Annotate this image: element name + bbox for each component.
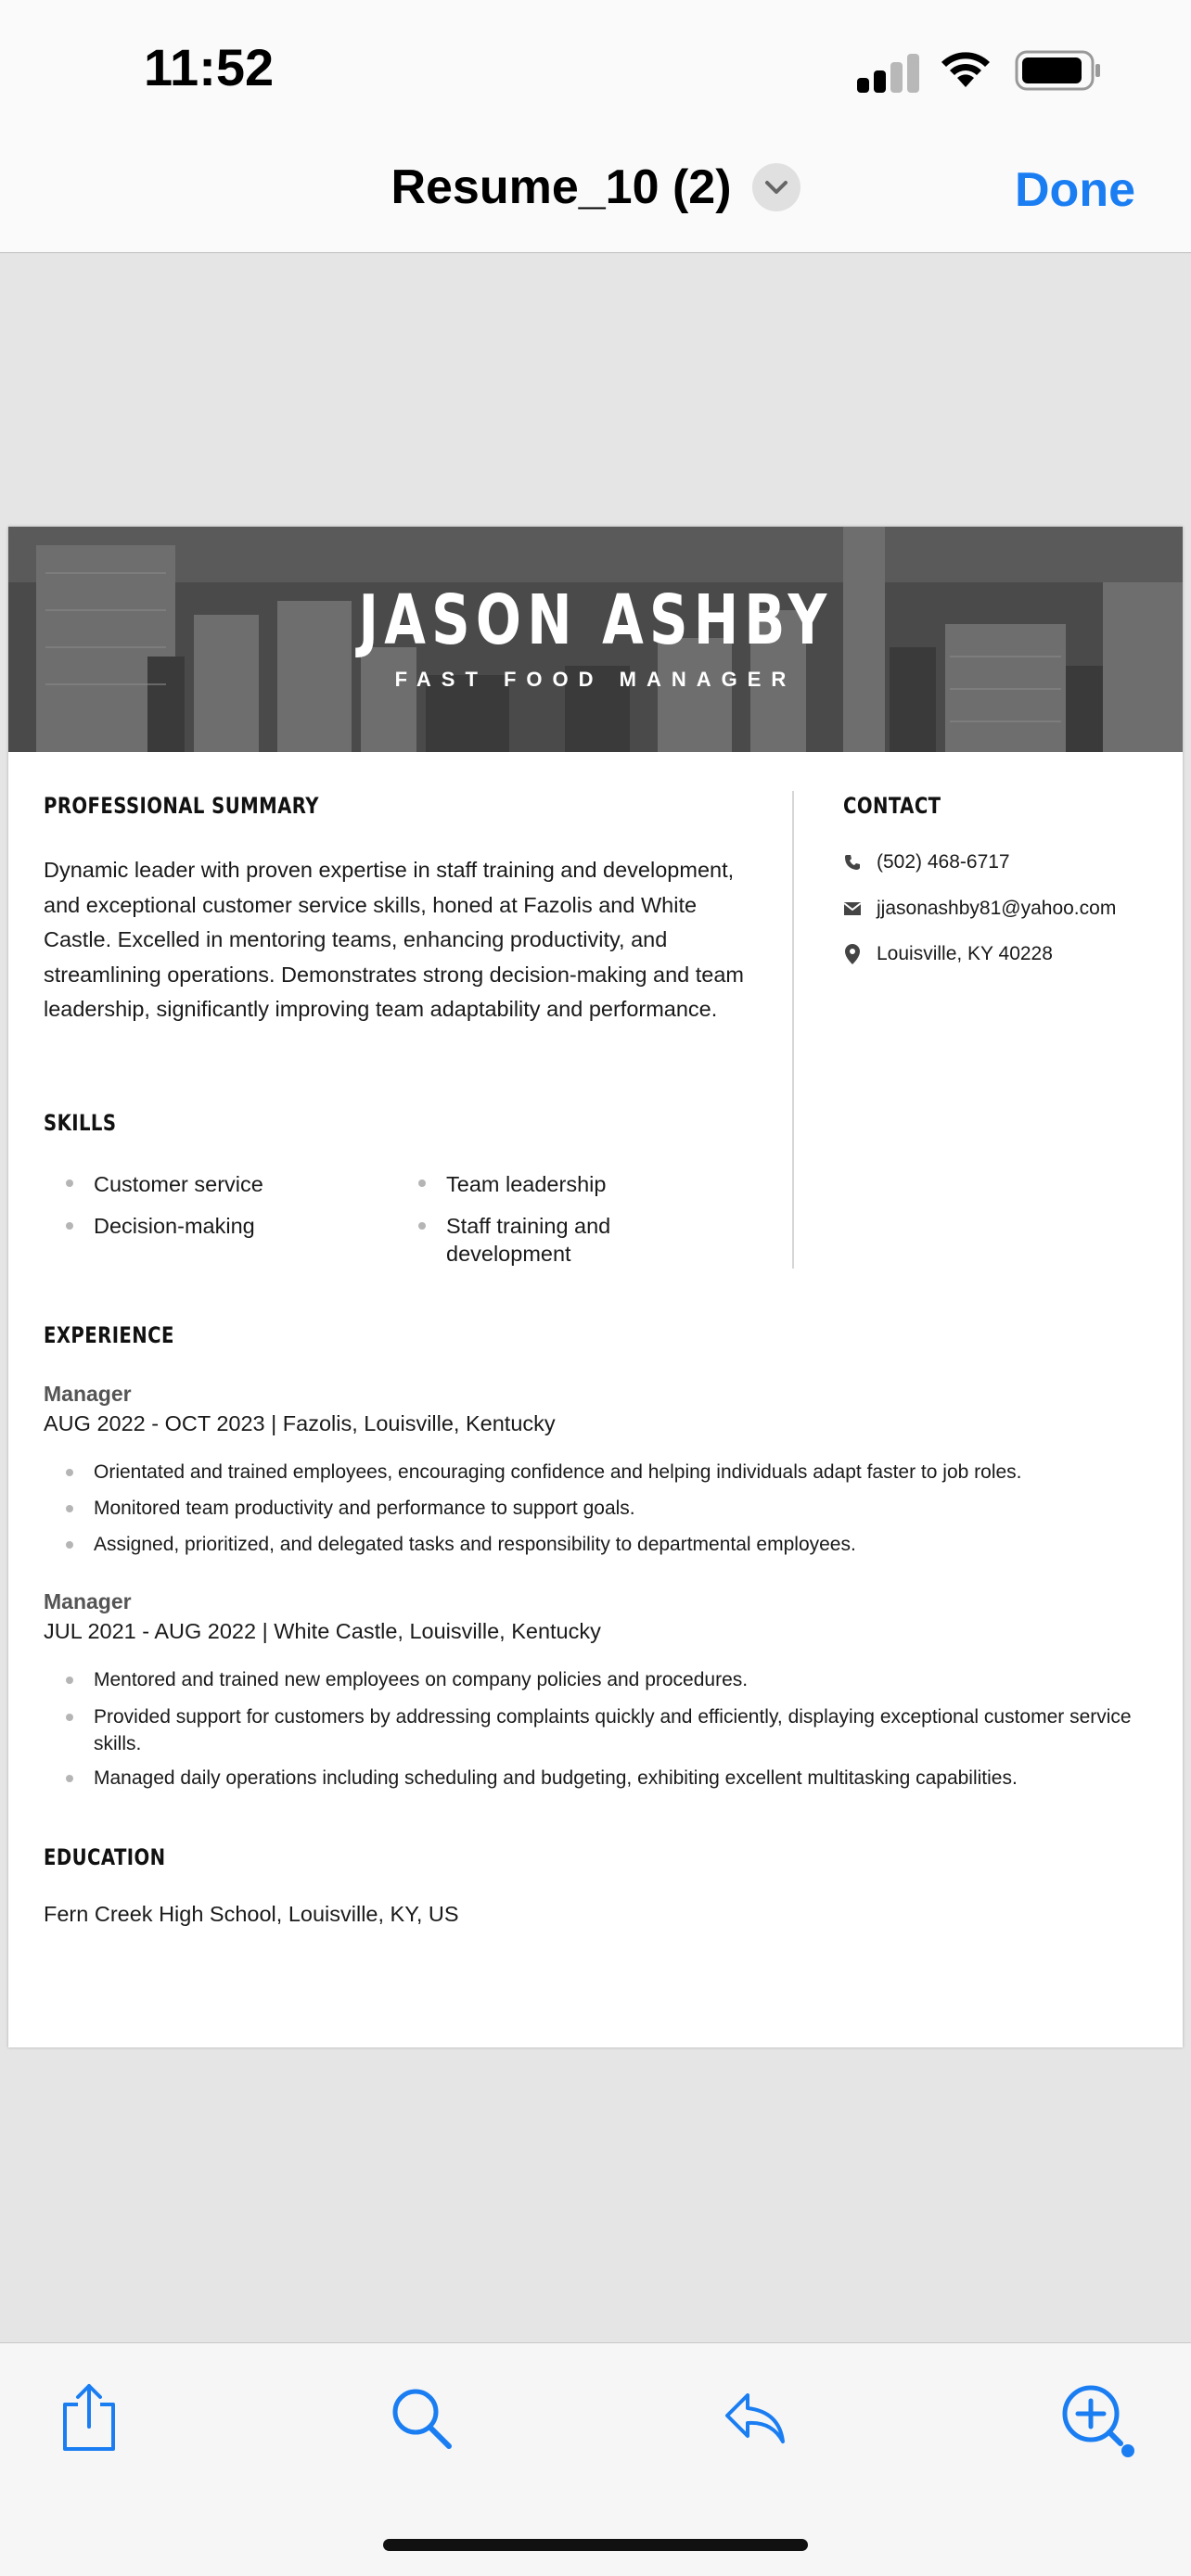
job-title: Manager [44, 1382, 132, 1406]
skill-item: Team leadership [446, 1172, 607, 1196]
document-title-text: Resume_10 (2) [391, 160, 732, 214]
home-indicator[interactable] [383, 2539, 808, 2551]
skill-item: Decision-making [94, 1214, 255, 1238]
bullet-dot [66, 1180, 73, 1187]
bullet-dot [418, 1222, 426, 1230]
location-pin-icon [843, 943, 862, 965]
contact-heading: CONTACT [843, 793, 941, 819]
chevron-down-icon[interactable] [752, 163, 800, 211]
skill-item: Staff training and development [446, 1214, 611, 1266]
job-meta: AUG 2022 - OCT 2023 | Fazolis, Louisville, Kentucky [44, 1411, 556, 1435]
contact-email-text: jjasonashby81@yahoo.com [877, 898, 1117, 919]
job-bullet: Mentored and trained new employees on company policies and procedures. [94, 1669, 749, 1690]
bullet-dot [66, 1714, 73, 1721]
column-divider [792, 791, 794, 1269]
bullet-dot [66, 1541, 73, 1549]
experience-heading: EXPERIENCE [44, 1322, 174, 1348]
bullet-dot [66, 1505, 73, 1512]
job-bullet: Managed daily operations including scheduling and budgeting, exhibiting excellent multitasking capabilities. [94, 1767, 1018, 1789]
reply-icon[interactable] [720, 2380, 790, 2455]
education-text: Fern Creek High School, Louisville, KY, US [44, 1902, 459, 1926]
job-meta: JUL 2021 - AUG 2022 | White Castle, Louisville, Kentucky [44, 1619, 601, 1643]
done-button[interactable]: Done [1015, 163, 1135, 217]
contact-phone [843, 851, 1010, 874]
bullet-dot [66, 1222, 73, 1230]
top-bar [0, 0, 1191, 253]
education-heading: EDUCATION [44, 1844, 166, 1870]
job-bullet: Provided support for customers by addressing complaints quickly and efficiently, displaying exceptional customer service skills. [94, 1706, 1132, 1754]
summary-text: Dynamic leader with proven expertise in staff training and development, and exceptional customer service skills, honed at Fazolis and White Castle. Excelled in mentoring teams, enhancing productivity, and streamlining operations. Demonstrates strong decision-making and team leadership, significantly improving team adaptability and performance. [44, 858, 744, 1021]
bullet-dot [66, 1677, 73, 1684]
markup-icon[interactable] [1057, 2380, 1141, 2464]
resume-page [8, 527, 1183, 2047]
job-bullet: Monitored team productivity and performance to support goals. [94, 1498, 635, 1519]
job-bullet: Assigned, prioritized, and delegated tasks and responsibility to departmental employees. [94, 1534, 856, 1555]
status-time: 11:52 [144, 38, 275, 96]
bullet-dot [66, 1775, 73, 1782]
email-icon [843, 901, 862, 916]
contact-email [843, 898, 1116, 920]
share-icon[interactable] [56, 2380, 122, 2455]
skill-item: Customer service [94, 1172, 263, 1196]
document-title[interactable] [0, 159, 1191, 215]
cellular-signal-icon [857, 52, 920, 93]
contact-phone-text: (502) 468-6717 [877, 851, 1010, 873]
phone-icon [843, 853, 862, 872]
skills-heading: SKILLS [44, 1110, 117, 1136]
candidate-role: FAST FOOD MANAGER [394, 668, 797, 691]
header-banner [8, 527, 1183, 752]
contact-location-text: Louisville, KY 40228 [877, 943, 1053, 964]
contact-location [843, 943, 1053, 965]
bullet-dot [418, 1180, 426, 1187]
wifi-icon [937, 46, 994, 89]
summary-heading: PROFESSIONAL SUMMARY [44, 793, 319, 819]
battery-icon [1015, 50, 1102, 91]
candidate-name: JASON ASHBY [358, 580, 833, 660]
job-title: Manager [44, 1589, 132, 1613]
job-bullet: Orientated and trained employees, encouraging confidence and helping individuals adapt faster to job roles. [94, 1461, 1022, 1483]
search-icon[interactable] [388, 2380, 456, 2455]
bullet-dot [66, 1469, 73, 1476]
